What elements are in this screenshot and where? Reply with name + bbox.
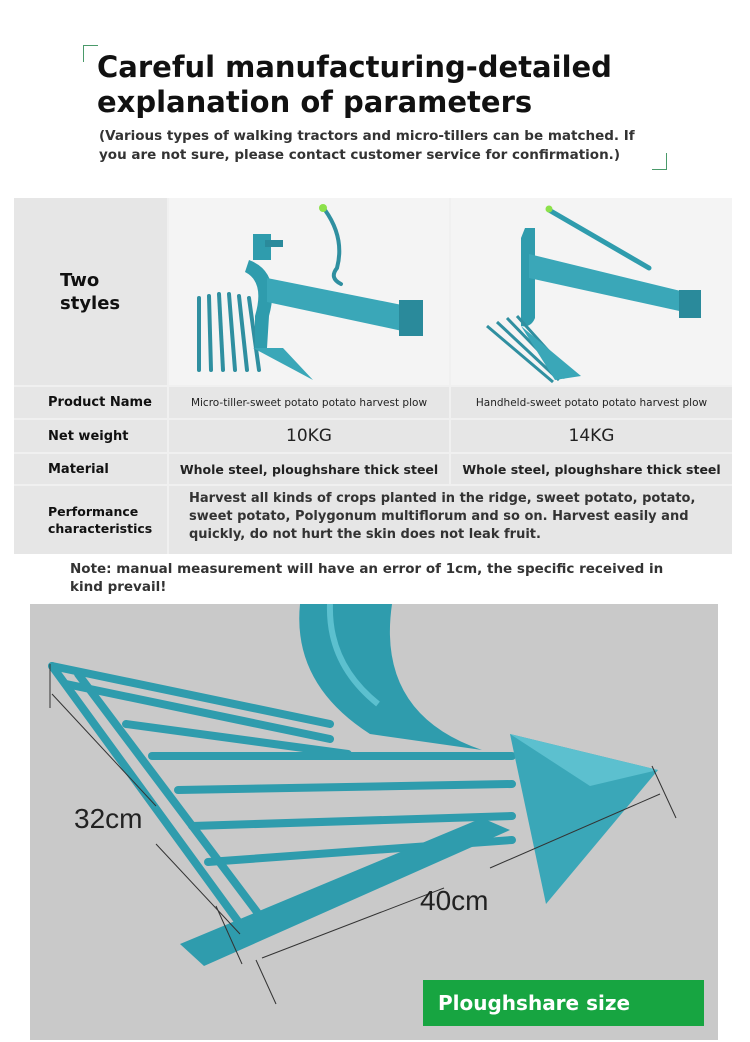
styles-label: Two styles (60, 269, 121, 314)
material-label: Material (14, 454, 167, 484)
material-value-1: Whole steel, ploughshare thick steel (169, 454, 449, 484)
length-dimension-label: 40cm (420, 885, 489, 916)
spec-table (14, 198, 732, 554)
plow-image-cell-micro-tiller (169, 198, 449, 385)
net-weight-value-2: 14KG (451, 420, 732, 452)
material-value-2: Whole steel, ploughshare thick steel (451, 454, 732, 484)
plow-image-cell-handheld (451, 198, 732, 385)
styles-label-cell (14, 198, 167, 385)
width-dimension-label: 32cm (74, 803, 143, 834)
product-name-label: Product Name (14, 387, 167, 418)
handheld-plow-image (451, 198, 732, 385)
performance-value: Harvest all kinds of crops planted in the ridge, sweet potato, potato, sweet potato, Polygonum multiflorum and so on. Harvest easily and quickly, do not hurt the skin does not leak fruit. (169, 486, 732, 554)
ploughshare-photo (30, 604, 718, 1040)
page-subtitle: (Various types of walking tractors and micro-tillers can be matched. If you are not sure, please contact customer service for confirmation.) (99, 128, 635, 163)
micro-tiller-plow-image (169, 198, 449, 385)
net-weight-label: Net weight (14, 420, 167, 452)
net-weight-value-1: 10KG (169, 420, 449, 452)
product-name-value-2: Handheld-sweet potato potato harvest plow (451, 387, 732, 418)
performance-label: Performance characteristics (14, 486, 167, 554)
ploughshare-illustration (30, 604, 718, 1040)
corner-bracket-bottom-right (652, 153, 667, 170)
ploughshare-size-badge: Ploughshare size (423, 980, 704, 1026)
corner-bracket-top-left (83, 45, 98, 62)
page-title: Careful manufacturing-detailed explanation of parameters (97, 50, 612, 119)
measurement-note: Note: manual measurement will have an error of 1cm, the specific received in kind prevail! (70, 561, 664, 595)
product-name-value-1: Micro-tiller-sweet potato potato harvest plow (169, 387, 449, 418)
